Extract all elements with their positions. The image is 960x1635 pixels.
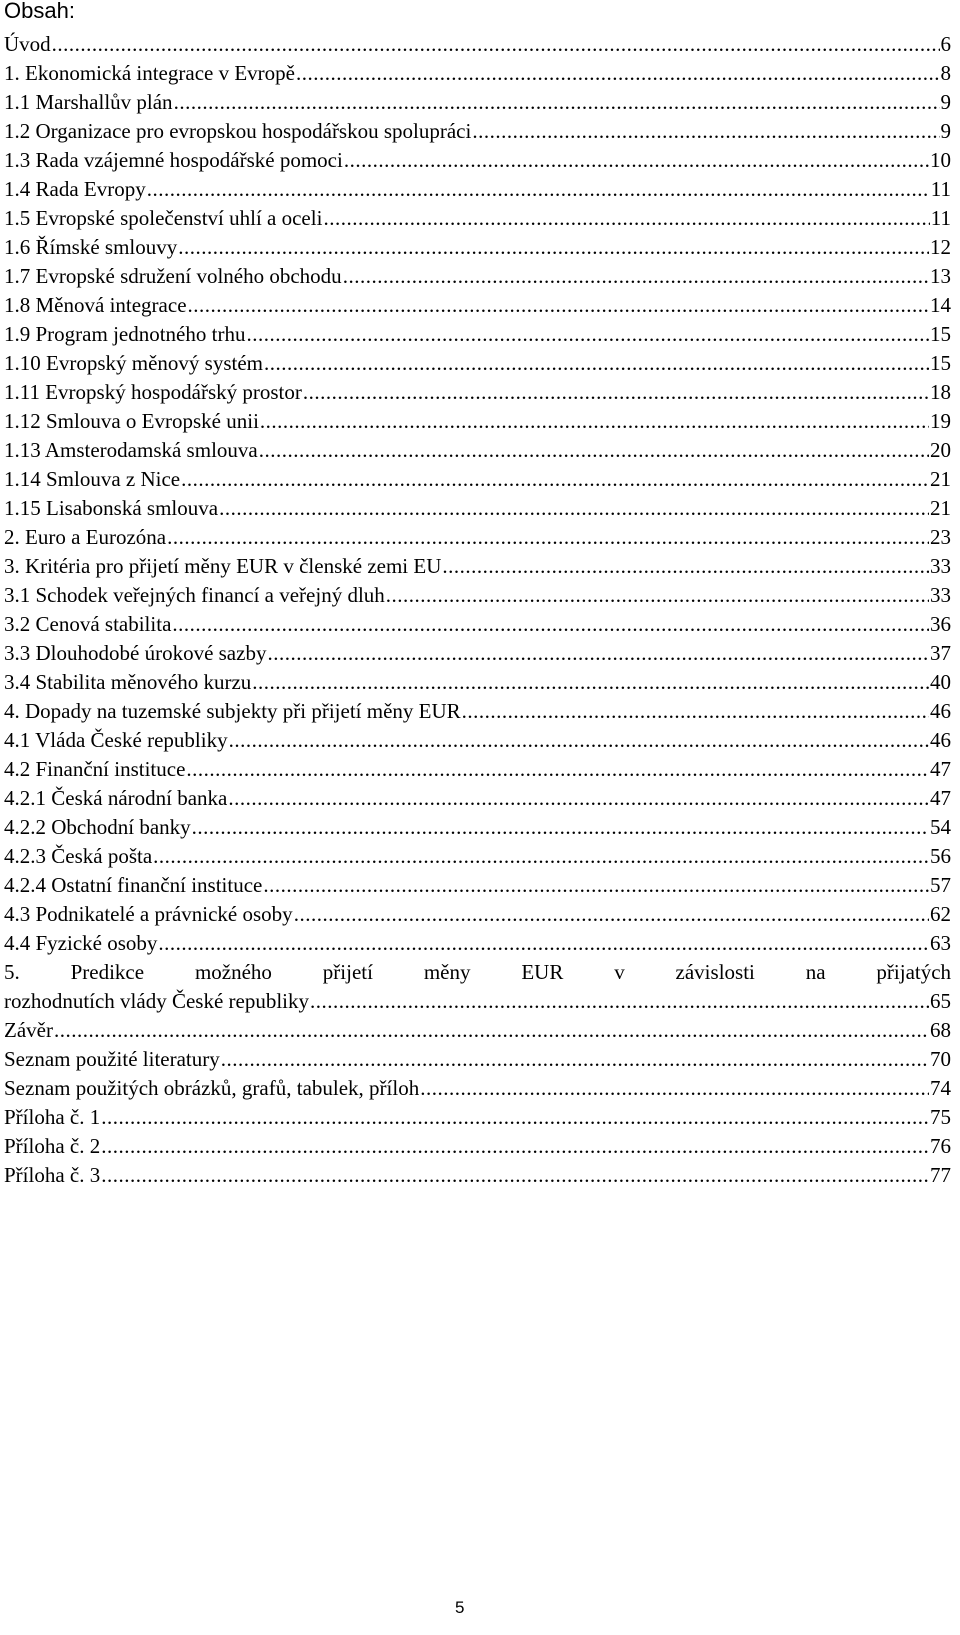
toc-entry-page: 10 xyxy=(930,148,951,172)
toc-entry-page: 65 xyxy=(930,989,951,1013)
toc-entry[interactable] xyxy=(4,1103,951,1132)
toc-entry[interactable] xyxy=(4,900,951,929)
toc-entry[interactable] xyxy=(4,30,951,59)
toc-leader-dots xyxy=(101,1161,929,1190)
toc-leader-dots xyxy=(52,30,940,59)
toc-entry-page: 76 xyxy=(930,1134,951,1158)
toc-entry-label: 4.4 Fyzické osoby xyxy=(4,931,158,955)
toc-leader-dots xyxy=(101,1103,929,1132)
toc-entry[interactable] xyxy=(4,88,951,117)
toc-leader-dots xyxy=(228,784,929,813)
toc-entry-label: 1.1 Marshallův plán xyxy=(4,90,173,114)
toc-entry-page: 62 xyxy=(930,902,951,926)
toc-entry[interactable] xyxy=(4,697,951,726)
toc-entry-page: 23 xyxy=(930,525,951,549)
toc-entry-page: 21 xyxy=(930,467,951,491)
toc-entry-label: Úvod xyxy=(4,32,51,56)
toc-leader-dots xyxy=(442,552,929,581)
toc-leader-dots xyxy=(259,436,929,465)
toc-entry[interactable] xyxy=(4,1016,951,1045)
toc-entry-page: 33 xyxy=(930,583,951,607)
toc-entry-page: 8 xyxy=(940,61,951,85)
toc-leader-dots xyxy=(229,726,929,755)
toc-entry-page: 6 xyxy=(940,32,951,56)
toc-entry[interactable] xyxy=(4,581,951,610)
toc-entry-page: 56 xyxy=(930,844,951,868)
toc-leader-dots xyxy=(462,697,929,726)
toc-leader-dots xyxy=(158,929,929,958)
toc-entry-label: 3.4 Stabilita měnového kurzu xyxy=(4,670,252,694)
toc-entry-page: 21 xyxy=(930,496,951,520)
toc-entry-label: 4.2.2 Obchodní banky xyxy=(4,815,191,839)
toc-entry[interactable] xyxy=(4,784,951,813)
toc-entry-label: 1.12 Smlouva o Evropské unii xyxy=(4,409,259,433)
toc-leader-dots xyxy=(246,320,929,349)
toc-entry-label: 1.4 Rada Evropy xyxy=(4,177,146,201)
toc-entry-page: 15 xyxy=(930,351,951,375)
toc-entry-label: 1.14 Smlouva z Nice xyxy=(4,467,181,491)
toc-entry[interactable] xyxy=(4,523,951,552)
toc-entry-word: v závislosti xyxy=(614,960,755,984)
toc-leader-dots xyxy=(264,349,929,378)
toc-entry-label: 1.6 Římské smlouvy xyxy=(4,235,178,259)
toc-entry-page: 46 xyxy=(930,728,951,752)
toc-entry[interactable] xyxy=(4,929,951,958)
toc-leader-dots xyxy=(221,1045,929,1074)
toc-entry-page: 9 xyxy=(940,119,951,143)
toc-entry-label: Příloha č. 1 xyxy=(4,1105,101,1129)
toc-entry-page: 57 xyxy=(930,873,951,897)
toc-entry-word: měny xyxy=(423,960,471,984)
toc-entry-page: 54 xyxy=(930,815,951,839)
toc-entry-label: 4.2.3 Česká pošta xyxy=(4,844,153,868)
toc-leader-dots xyxy=(219,494,929,523)
toc-entry-page: 18 xyxy=(930,380,951,404)
toc-entry-label: 2. Euro a Eurozóna xyxy=(4,525,167,549)
toc-entry-page: 47 xyxy=(930,757,951,781)
toc-entry[interactable] xyxy=(4,552,951,581)
toc-leader-dots xyxy=(147,175,930,204)
toc-heading: Obsah: xyxy=(4,0,75,23)
toc-entry[interactable] xyxy=(4,320,951,349)
toc-leader-dots xyxy=(252,668,929,697)
toc-leader-dots xyxy=(174,88,940,117)
toc-entry-page: 9 xyxy=(940,90,951,114)
toc-leader-dots xyxy=(181,465,929,494)
toc-leader-dots xyxy=(296,59,940,88)
toc-entry-page: 11 xyxy=(930,177,951,201)
toc-entry-page: 63 xyxy=(930,931,951,955)
toc-entry[interactable] xyxy=(4,1045,951,1074)
toc-leader-dots xyxy=(186,755,929,784)
footer-page-number-text: 5 xyxy=(455,1598,465,1617)
toc-entry-page: 15 xyxy=(930,322,951,346)
toc-entry-word: možného xyxy=(194,960,272,984)
toc-leader-dots xyxy=(178,233,929,262)
toc-entry-label: 1.2 Organizace pro evropskou hospodářskou spolupráci xyxy=(4,119,472,143)
toc-entry-page: 20 xyxy=(930,438,951,462)
toc-leader-dots xyxy=(344,146,929,175)
toc-leader-dots xyxy=(188,291,929,320)
toc-entry[interactable] xyxy=(4,204,951,233)
toc-entry-label: rozhodnutích vlády České republiky xyxy=(4,989,310,1013)
toc-entry[interactable] xyxy=(4,59,951,88)
toc-entry-label: 1.13 Amsterodamská smlouva xyxy=(4,438,258,462)
toc-leader-dots xyxy=(343,262,929,291)
toc-entry-word: Predikce xyxy=(70,960,145,984)
toc-entry[interactable] xyxy=(4,610,951,639)
toc-leader-dots xyxy=(472,117,939,146)
toc-entry[interactable] xyxy=(4,1074,951,1103)
toc-leader-dots xyxy=(153,842,929,871)
toc-entry[interactable] xyxy=(4,1132,951,1161)
toc-entry-page: 75 xyxy=(930,1105,951,1129)
toc-entry-page: 13 xyxy=(930,264,951,288)
toc-entry-label: 1.11 Evropský hospodářský prostor xyxy=(4,380,302,404)
toc-entry-page: 40 xyxy=(930,670,951,694)
toc-entry-label: 4. Dopady na tuzemské subjekty při přijetí měny EUR xyxy=(4,699,461,723)
toc-entry[interactable] xyxy=(4,755,951,784)
toc-entry[interactable] xyxy=(4,291,951,320)
toc-entry-wrapped-line2 xyxy=(4,987,951,1016)
toc-entry-word: na xyxy=(805,960,826,984)
toc-entry[interactable] xyxy=(4,1161,951,1190)
toc-entry-page: 12 xyxy=(930,235,951,259)
toc-entry-page: 46 xyxy=(930,699,951,723)
toc-entry-label: 3.2 Cenová stabilita xyxy=(4,612,172,636)
toc-entry[interactable] xyxy=(4,871,951,900)
toc-entry-word: EUR xyxy=(521,960,564,984)
toc-leader-dots xyxy=(54,1016,929,1045)
toc-leader-dots xyxy=(263,871,929,900)
toc-entry[interactable] xyxy=(4,842,951,871)
toc-leader-dots xyxy=(323,204,929,233)
toc-leader-dots xyxy=(267,639,929,668)
toc-entry[interactable] xyxy=(4,233,951,262)
toc-entry[interactable] xyxy=(4,349,951,378)
toc-entry-label: 1.7 Evropské sdružení volného obchodu xyxy=(4,264,342,288)
toc-entry-page: 68 xyxy=(930,1018,951,1042)
toc-entry-label: 3.1 Schodek veřejných financí a veřejný dluh xyxy=(4,583,385,607)
toc-entry[interactable] xyxy=(4,407,951,436)
toc-entry-label: 4.2.1 Česká národní banka xyxy=(4,786,228,810)
toc-leader-dots xyxy=(101,1132,929,1161)
toc-entry-label: 1.8 Měnová integrace xyxy=(4,293,187,317)
toc-entry-label: 3. Kritéria pro přijetí měny EUR v členské zemi EU xyxy=(4,554,442,578)
toc-entry-label: Závěr xyxy=(4,1018,53,1042)
toc-leader-dots xyxy=(420,1074,929,1103)
toc-entry-page: 11 xyxy=(930,206,951,230)
toc-entry-label: Příloha č. 2 xyxy=(4,1134,101,1158)
toc-entry-label: 4.3 Podnikatelé a právnické osoby xyxy=(4,902,293,926)
toc-entry-page: 70 xyxy=(930,1047,951,1071)
toc-entry-label: 4.2 Finanční instituce xyxy=(4,757,186,781)
toc-entry[interactable] xyxy=(4,813,951,842)
toc-entry-page: 33 xyxy=(930,554,951,578)
toc-entry[interactable] xyxy=(4,262,951,291)
toc-entry-page: 47 xyxy=(930,786,951,810)
toc-entry-word: přijatých xyxy=(876,960,952,984)
toc-entry[interactable] xyxy=(4,436,951,465)
toc-entry-page: 77 xyxy=(930,1163,951,1187)
toc-leader-dots xyxy=(310,987,929,1016)
toc-entry-page: 19 xyxy=(930,409,951,433)
toc-entry[interactable] xyxy=(4,175,951,204)
toc-entry-page: 37 xyxy=(930,641,951,665)
toc-leader-dots xyxy=(386,581,929,610)
toc-leader-dots xyxy=(303,378,929,407)
toc-entry-label: 4.1 Vláda České republiky xyxy=(4,728,228,752)
toc-entry-label: 4.2.4 Ostatní finanční instituce xyxy=(4,873,263,897)
toc-entry-wrapped-line1 xyxy=(4,958,951,987)
toc-entry-word: 5. xyxy=(4,960,20,984)
toc-entry[interactable] xyxy=(4,668,951,697)
toc-entry-label: 1.3 Rada vzájemné hospodářské pomoci xyxy=(4,148,343,172)
toc-entry[interactable] xyxy=(4,494,951,523)
toc-entry-page: 14 xyxy=(930,293,951,317)
toc-entry-label: 1. Ekonomická integrace v Evropě xyxy=(4,61,295,85)
toc-entry[interactable] xyxy=(4,465,951,494)
toc-leader-dots xyxy=(192,813,929,842)
toc-entry[interactable] xyxy=(4,117,951,146)
toc-entry-wrapped[interactable] xyxy=(4,958,951,1016)
toc-leader-dots xyxy=(172,610,929,639)
table-of-contents xyxy=(4,30,951,1190)
toc-entry-label: 1.9 Program jednotného trhu xyxy=(4,322,246,346)
toc-entry-page: 36 xyxy=(930,612,951,636)
toc-tail-entries xyxy=(4,1016,951,1190)
toc-entry[interactable] xyxy=(4,146,951,175)
toc-entry-label: 3.3 Dlouhodobé úrokové sazby xyxy=(4,641,267,665)
toc-entries xyxy=(4,30,951,958)
toc-leader-dots xyxy=(167,523,929,552)
toc-entry[interactable] xyxy=(4,378,951,407)
toc-entry[interactable] xyxy=(4,726,951,755)
toc-entry-label: 1.5 Evropské společenství uhlí a oceli xyxy=(4,206,323,230)
toc-entry-label: Seznam použité literatury xyxy=(4,1047,220,1071)
toc-leader-dots xyxy=(294,900,929,929)
toc-entry[interactable] xyxy=(4,639,951,668)
toc-entry-label: 1.15 Lisabonská smlouva xyxy=(4,496,219,520)
toc-entry-page: 74 xyxy=(930,1076,951,1100)
toc-entry-label: Příloha č. 3 xyxy=(4,1163,101,1187)
toc-entry-label: Seznam použitých obrázků, grafů, tabulek, příloh xyxy=(4,1076,420,1100)
toc-leader-dots xyxy=(260,407,929,436)
toc-entry-word: přijetí xyxy=(322,960,373,984)
toc-entry-label: 1.10 Evropský měnový systém xyxy=(4,351,263,375)
